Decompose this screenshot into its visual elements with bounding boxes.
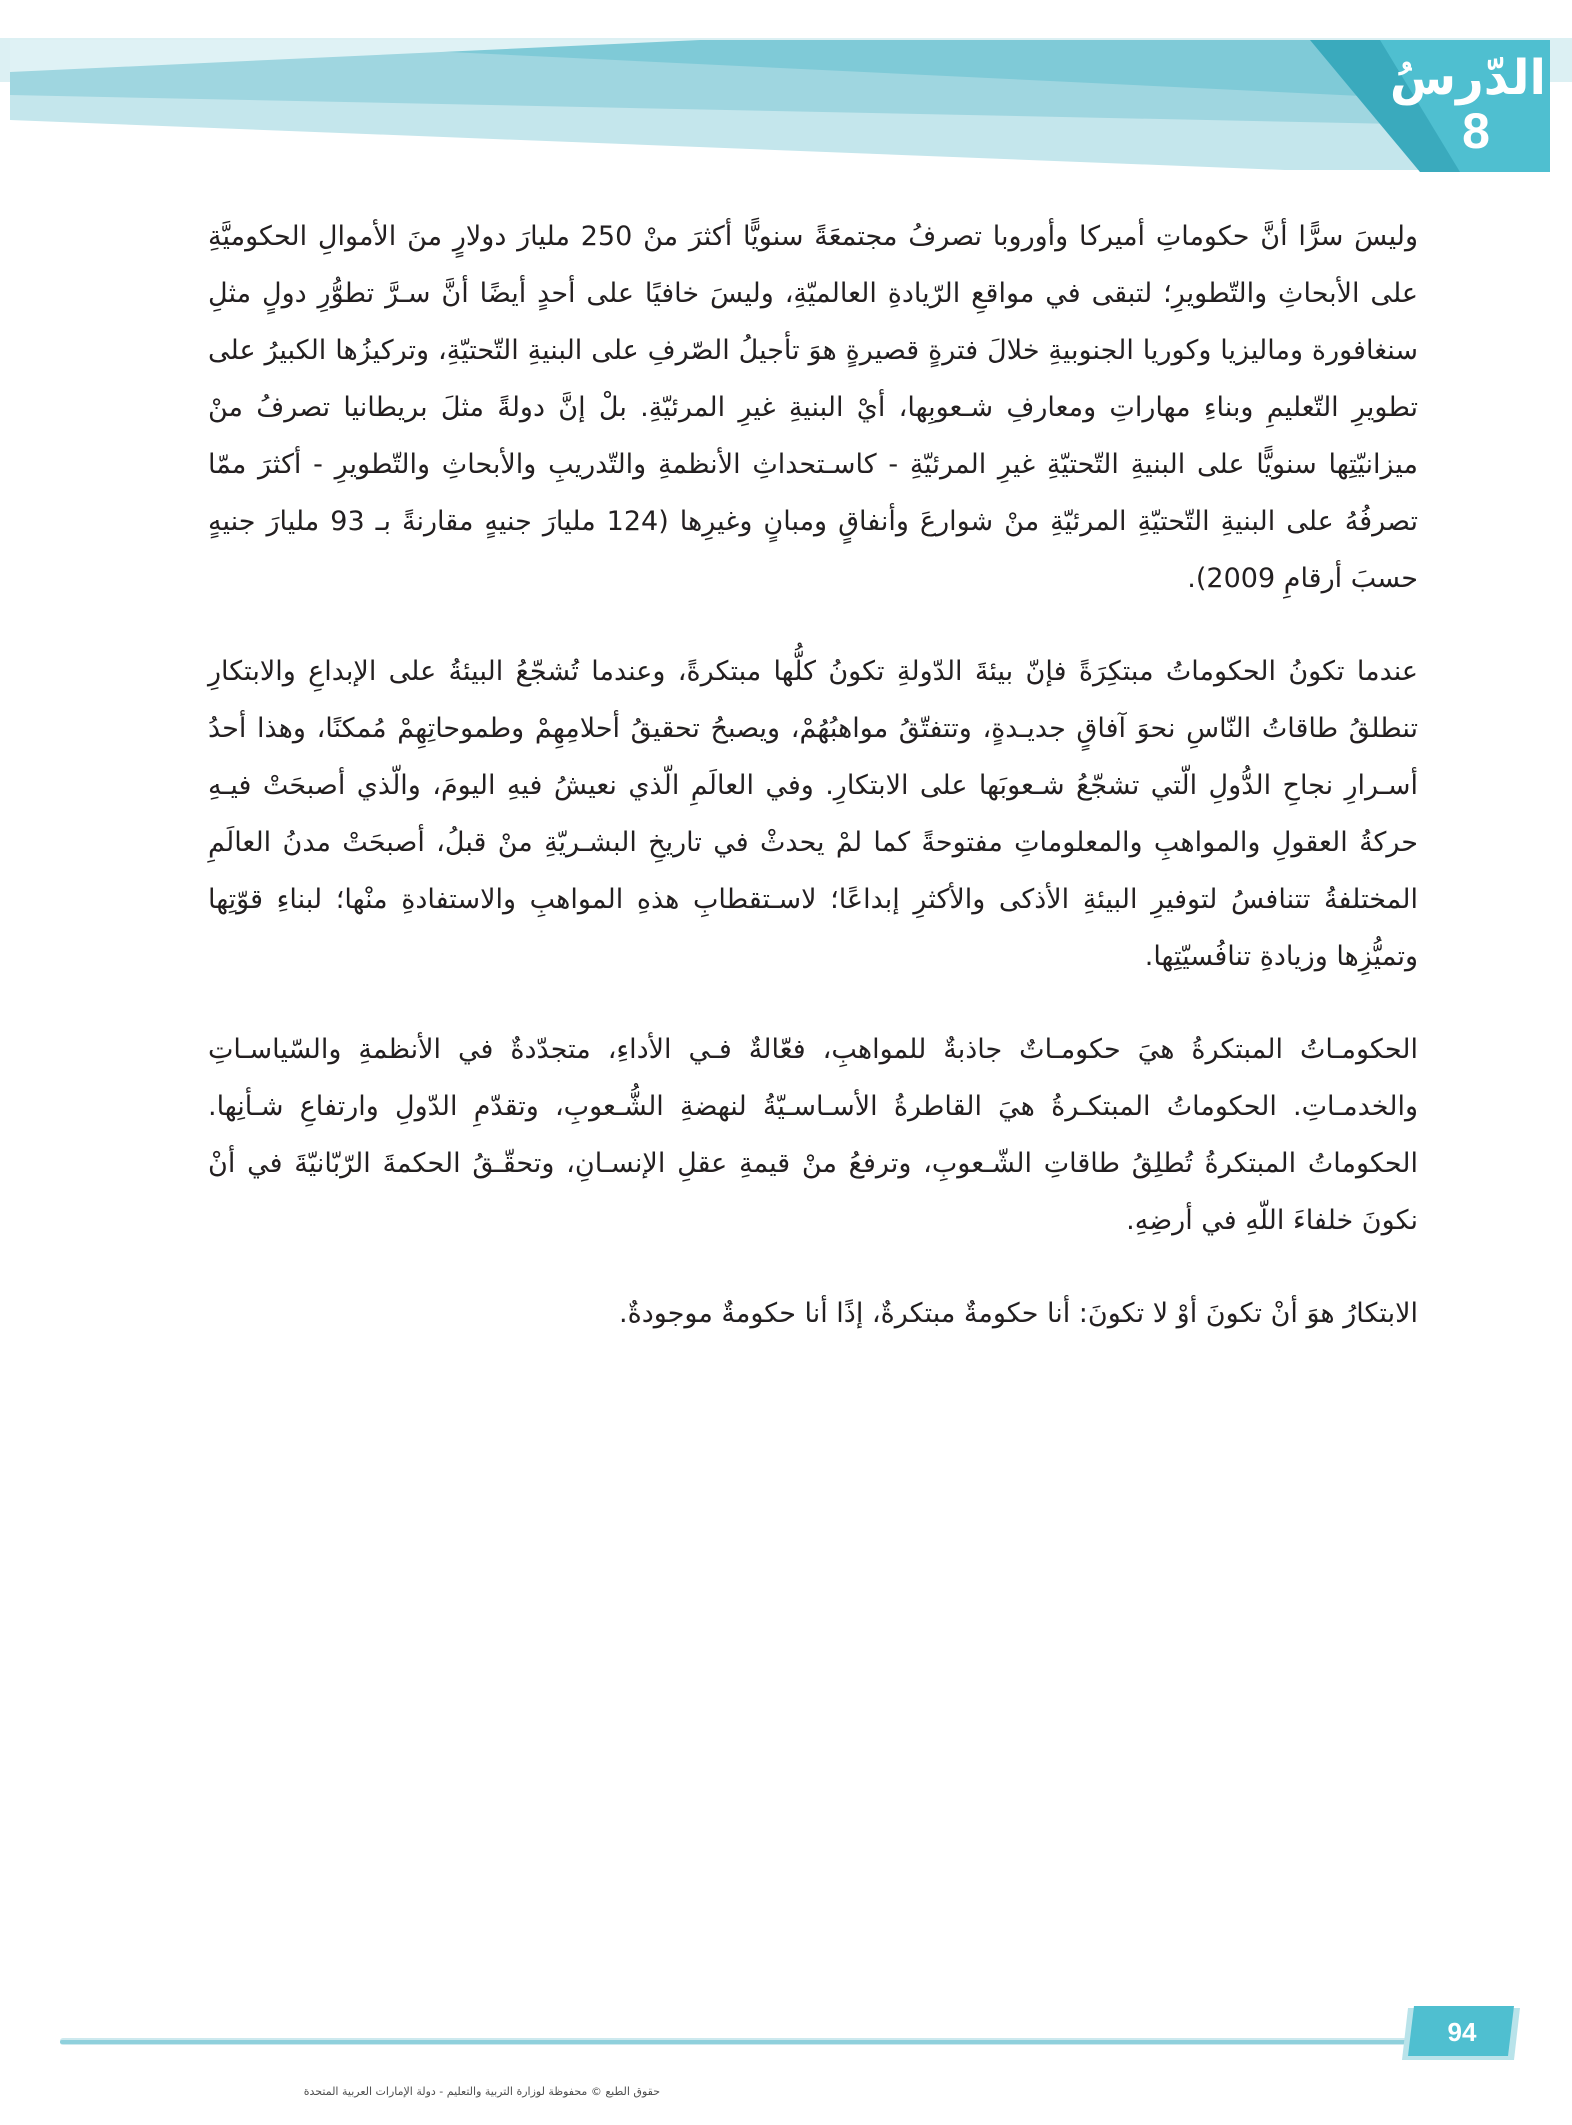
paragraph-conclusion: الابتكارُ هوَ أنْ تكونَ أوْ لا تكونَ: أنا حكومةٌ مبتكرةٌ، إذًا أنا حكومةٌ موجودةٌ. [619, 1298, 1418, 1329]
paragraph-innovative-environment: عندما تكونُ الحكوماتُ مبتكِرَةً فإنّ بيئةَ الدّولةِ تكونُ كلُّها مبتكرةً، وعندما تُشجّعُ البيئةُ على الإبداعِ والابتكارِ تنطلقُ طاقاتُ النّاسِ نحوَ آفاقٍ جديـدةٍ، وتتفتّقُ مواهبُهُمْ، ويصبحُ تحقيقُ أحلامِهِمْ وطموحاتِهِمْ مُمكنًا، وهذا أحدُ أسـرارِ نجاحِ الدُّولِ الّتي تشجّعُ شـعوبَها على الابتكارِ. وفي العالَمِ الّذي نعيشُ فيهِ اليومَ، والّذي أصبحَتْ فيـهِ حركةُ العقولِ والمواهبِ والمعلوماتِ مفتوحةً كما لمْ يحدثْ في تاريخِ البشـريّةِ منْ قبلُ، أصبحَتْ مدنُ العالَمِ المختلفةُ تتنافسُ لتوفيرِ البيئةِ الأذكى والأكثرِ إبداعًا؛ لاسـتقطابِ هذهِ المواهبِ والاستفادةِ منْها؛ لبناءِ قوّتِها وتميُّزِها وزيادةِ تنافُسيّتِها. [208, 656, 1418, 972]
lesson-badge [1389, 50, 1546, 159]
page-number: 94 [1447, 2017, 1477, 2047]
footer-bar [0, 2000, 1572, 2080]
lesson-label: الدّرسُ [1389, 50, 1546, 106]
lesson-number: 8 [1462, 103, 1490, 159]
lesson-body [208, 208, 1418, 1378]
footer-rule [60, 2040, 1420, 2044]
paragraph-spending: وليسَ سرًّا أنَّ حكوماتِ أميركا وأوروبا تصرفُ مجتمعَةً سنويًّا أكثرَ منْ 250 مليارَ دولارٍ منَ الأموالِ الحكوميَّةِ على الأبحاثِ والتّطويرِ؛ لتبقى في مواقعِ الرّيادةِ العالميّةِ، وليسَ خافيًا على أحدٍ أيضًا أنَّ سـرَّ تطوُّرِ دولٍ مثلِ سنغافورة وماليزيا وكوريا الجنوبيةِ خلالَ فترةٍ قصيرةٍ هوَ تأجيلُ الصّرفِ على البنيةِ التّحتيّةِ، وتركيزُها الكبيرُ على تطويرِ التّعليمِ وبناءِ مهاراتِ ومعارفِ شـعوبِها، أيْ البنيةِ غيرِ المرئيّةِ. بلْ إنَّ دولةً مثلَ بريطانيا تصرفُ منْ ميزانيّتِها سنويًّا على البنيةِ التّحتيّةِ غيرِ المرئيّةِ - كاسـتحداثِ الأنظمةِ والتّدريبِ والأبحاثِ والتّطويرِ - أكثرَ ممّا تصرفُهُ على البنيةِ التّحتيّةِ المرئيّةِ منْ شوارعَ وأنفاقٍ ومبانٍ وغيرِها (124 مليارَ جنيهٍ مقارنةً بـ 93 مليارَ جنيهٍ حسبَ أرقامِ 2009). [208, 221, 1419, 594]
paragraph-innovative-governments: الحكومـاتُ المبتكرةُ هيَ حكومـاتٌ جاذبةٌ للمواهبِ، فعّالةٌ فـي الأداءِ، متجدّدةٌ في الأنظمةِ والسّياسـاتِ والخدمـاتِ. الحكوماتُ المبتكـرةُ هيَ القاطرةُ الأسـاسـيّةُ لنهضةِ الشُّـعوبِ، وتقدّمِ الدّولِ وارتفاعِ شـأنِها. الحكوماتُ المبتكرةُ تُطلِقُ طاقاتِ الشّـعوبِ، وترفعُ منْ قيمةِ عقلِ الإنسـانِ، وتحقّـقُ الحكمةَ الرّبّانيّةَ في أنْ نكونَ خلفاءَ اللّهِ في أرضِهِ. [208, 1034, 1418, 1236]
header-band [0, 0, 1572, 190]
copyright-notice: حقوق الطبع © محفوظة لوزارة التربية والتعليم - دولة الإمارات العربية المتحدة [303, 2085, 660, 2098]
